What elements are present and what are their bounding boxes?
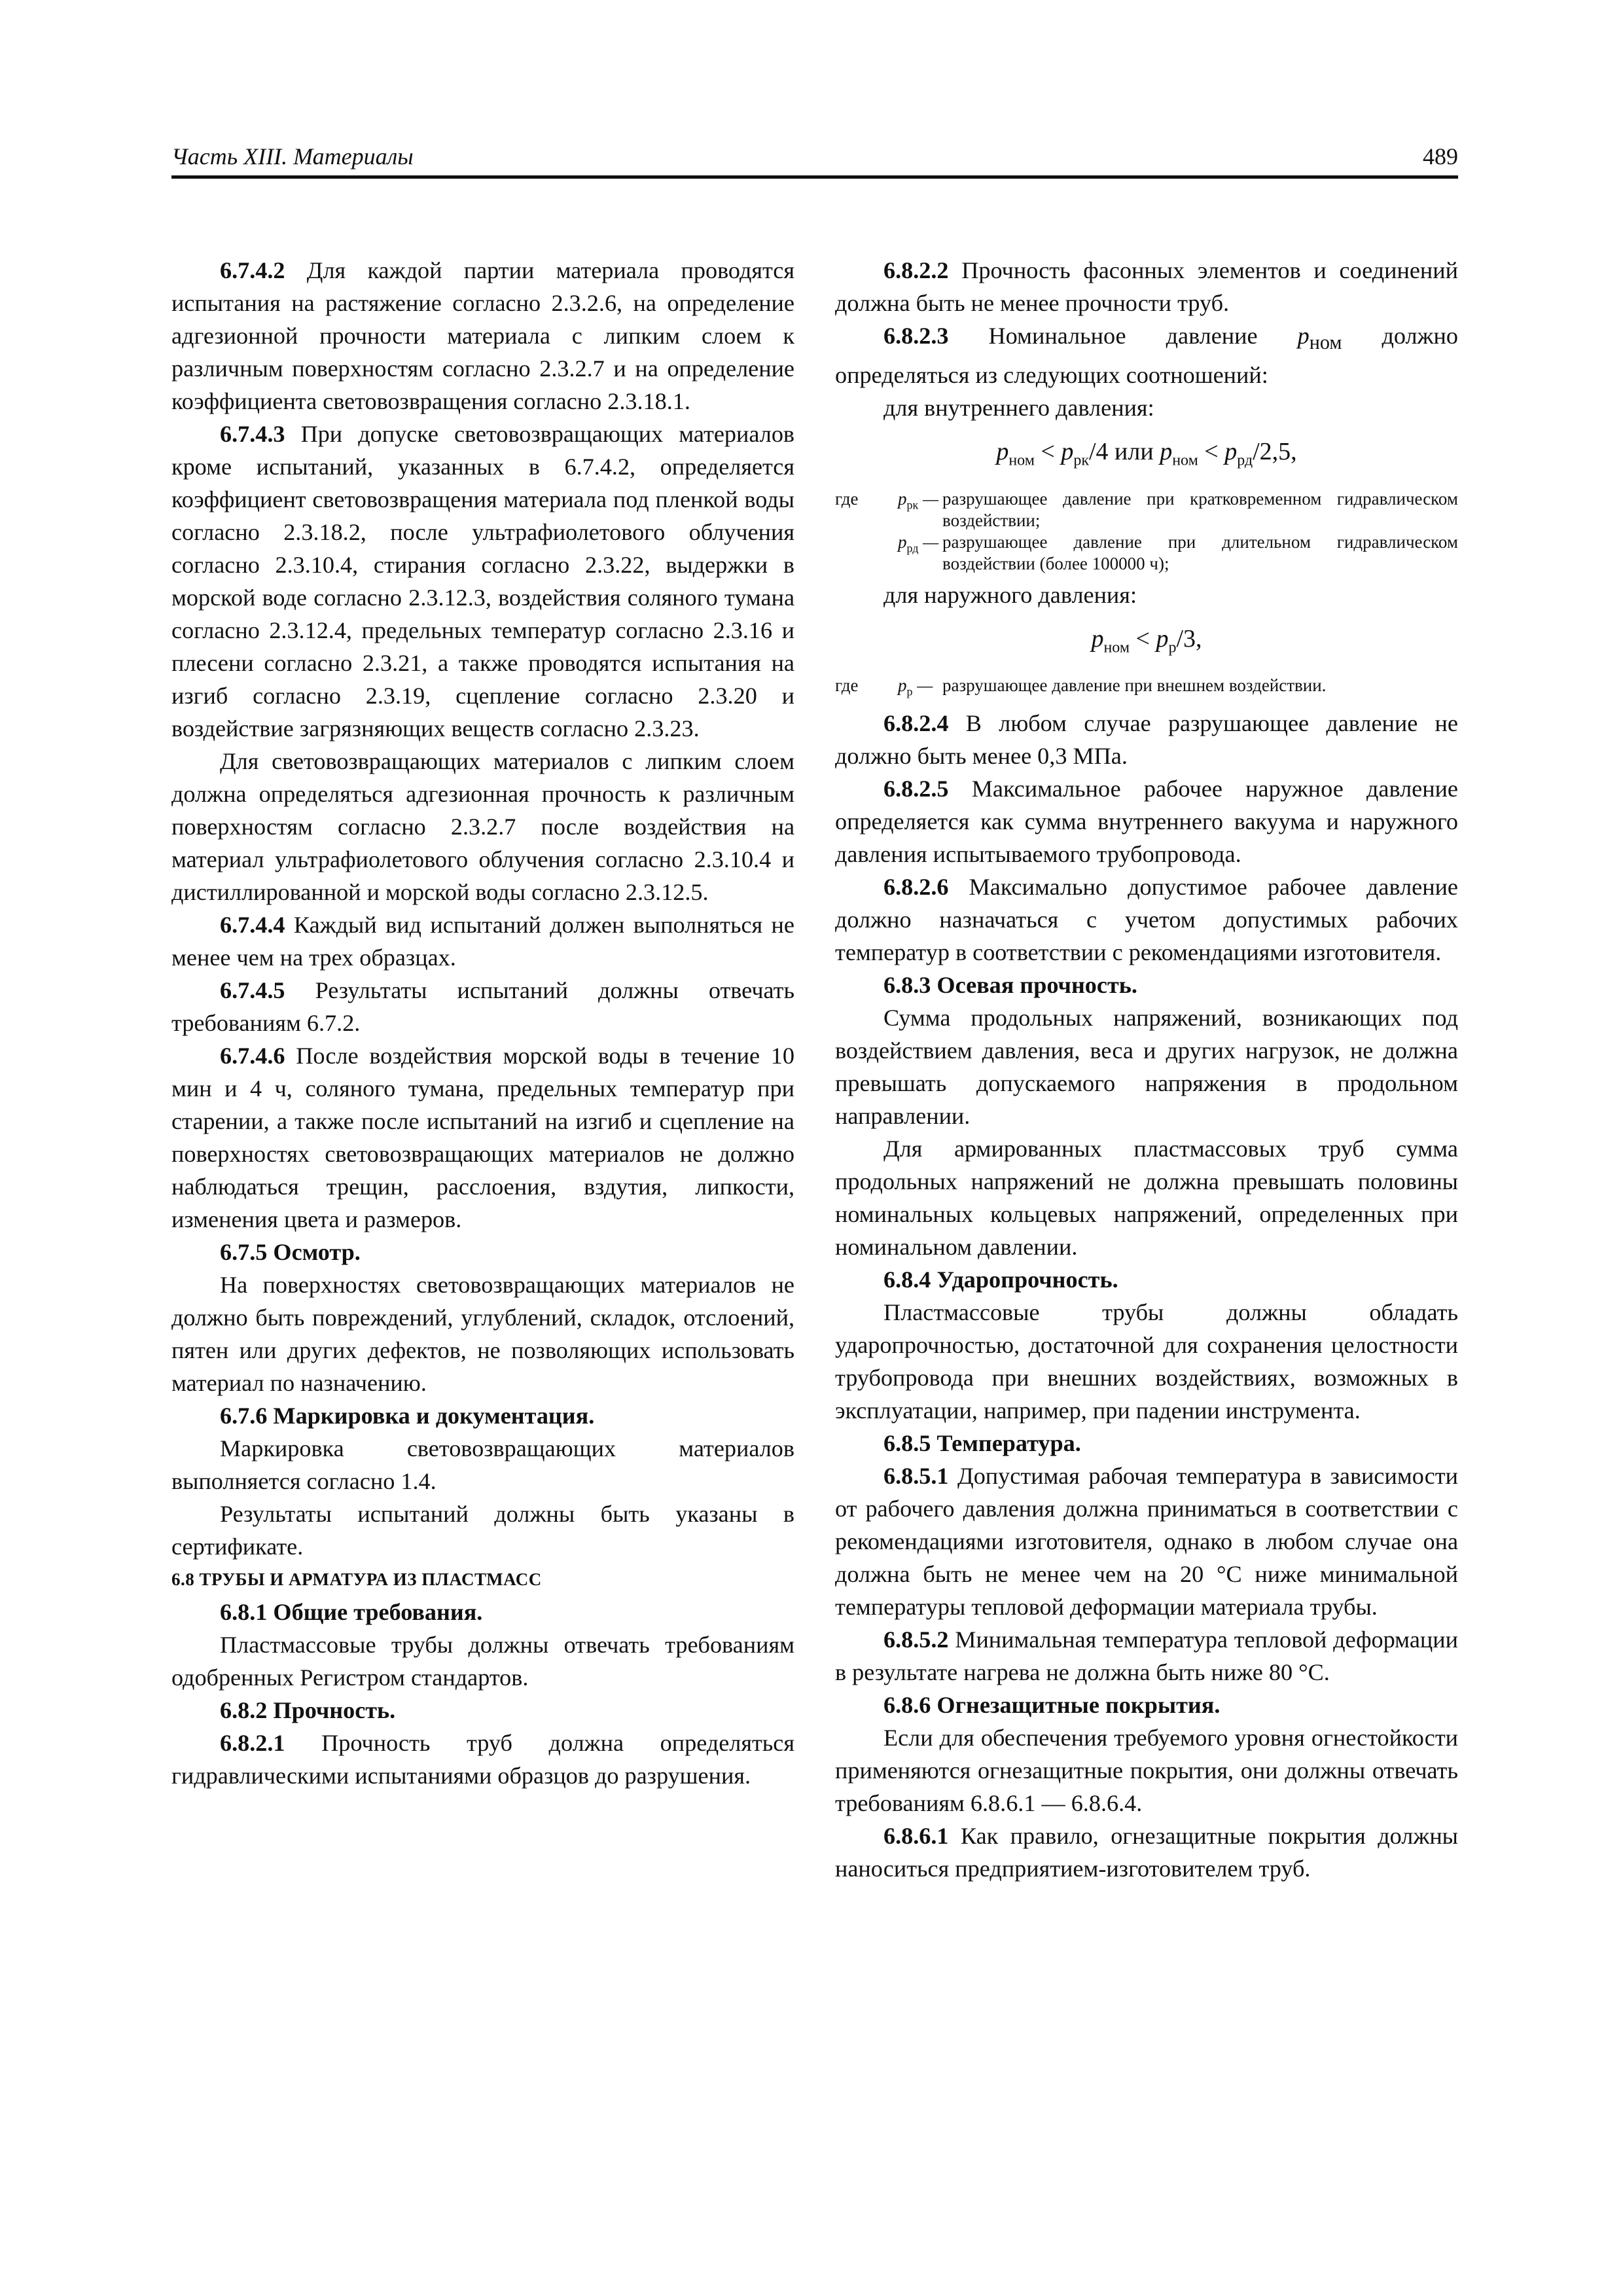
paragraph-6-8-6-1: 6.8.6.1 Как правило, огнезащитные покрытия должны наноситься предприятием-изготовителем труб. <box>835 1822 1458 1882</box>
heading-6-8-4: 6.8.4 Ударопрочность. <box>883 1266 1118 1293</box>
heading-6-8-6: 6.8.6 Огнезащитные покрытия. <box>883 1691 1221 1718</box>
left-column <box>171 254 794 1792</box>
paragraph-6-8-2-6: 6.8.2.6 Максимально допустимое рабочее давление должно назначаться с учетом допустимых рабочих температур в соответствии с рекомендациями изготовителя. <box>835 873 1458 965</box>
paragraph: Если для обеспечения требуемого уровня огнестойкости применяются огнезащитные покрытия, они должны отвечать требованиям 6.8.6.1 — 6.8.6.4. <box>835 1724 1458 1816</box>
paragraph: Результаты испытаний должны быть указаны в сертификате. <box>171 1501 794 1560</box>
paragraph-6-8-2-3: 6.8.2.3 Номинальное давление $p_{ном}$ должно определяться из следующих соотношений: <box>835 323 1458 389</box>
formula-definitions-internal: где $p_{рк}$ — разрушающее давление при кратковременном гидравлическом воздействии; $p_{рд}$ — разрушающее давление при длительном гидравлическом воздействии (более 100000 ч); <box>835 488 1458 573</box>
page-number: 489 <box>1423 143 1458 170</box>
page-header <box>171 143 1458 177</box>
heading-6-8-1: 6.8.1 Общие требования. <box>220 1599 483 1625</box>
heading-6-7-6: 6.7.6 Маркировка и документация. <box>220 1403 595 1429</box>
section-title: 6.8 ТРУБЫ И АРМАТУРА ИЗ ПЛАСТМАСС <box>171 1570 542 1589</box>
paragraph: Для армированных пластмассовых труб сумма продольных напряжений не должна превышать половины номинальных кольцевых напряжений, определенных при номинальном давлении. <box>835 1135 1458 1260</box>
paragraph-6-8-2-5: 6.8.2.5 Максимальное рабочее наружное давление определяется как сумма внутреннего вакуума и наружного давления испытываемого трубопровода. <box>835 775 1458 867</box>
heading-6-8-5: 6.8.5 Температура. <box>883 1429 1081 1456</box>
paragraph: Маркировка световозвращающих материалов выполняется согласно 1.4. <box>171 1435 794 1494</box>
paragraph-6-7-4-5: 6.7.4.5 Результаты испытаний должны отвечать требованиям 6.7.2. <box>171 977 794 1036</box>
paragraph-6-8-5-1: 6.8.5.1 Допустимая рабочая температура в зависимости от рабочего давления должна приниматься в соответствии с рекомендациями изготовителя, однако в любом случае она должна быть не менее чем на 20 °С ниже минимальной температуры тепловой деформации материала трубы. <box>835 1462 1458 1620</box>
paragraph: На поверхностях световозвращающих материалов не должно быть повреждений, углублений, складок, отслоений, пятен или других дефектов, не позволяющих использовать материал по назначению. <box>171 1272 794 1396</box>
paragraph: Пластмассовые трубы должны отвечать требованиям одобренных Регистром стандартов. <box>171 1632 794 1691</box>
running-title: Часть XIII. Материалы <box>171 143 414 170</box>
paragraph-6-8-2-1: 6.8.2.1 Прочность труб должна определяться гидравлическими испытаниями образцов до разрушения. <box>171 1730 794 1789</box>
paragraph-6-8-2-2: 6.8.2.2 Прочность фасонных элементов и соединений должна быть не менее прочности труб. <box>835 257 1458 316</box>
internal-pressure-label: для внутреннего давления: <box>883 395 1154 422</box>
paragraph: Сумма продольных напряжений, возникающих под воздействием давления, веса и других нагрузок, не должна превышать допускаемого напряжения в продольном направлении. <box>835 1004 1458 1129</box>
heading-6-8-2: 6.8.2 Прочность. <box>220 1697 396 1723</box>
header-rule <box>171 175 1458 179</box>
right-column <box>835 254 1458 1885</box>
formula-definitions-external: где $p_р$ — разрушающее давление при внешнем воздействии. <box>835 675 1327 698</box>
heading-6-7-5: 6.7.5 Осмотр. <box>220 1239 361 1265</box>
paragraph: Для световозвращающих материалов с липким слоем должна определяться адгезионная прочность к различным поверхностям согласно 2.3.2.7 после воздействия на материал ультрафиолетового облучения согласно 2.3.10.4 и дистиллированной и морской воды согласно 2.3.12.5. <box>171 748 794 905</box>
formula-internal: $p_{ном} < p_{рк}/4$ или $p_{ном} < p_{рд}/2,5$, <box>996 438 1297 469</box>
formula-external: $p_{ном} < p_р/3$, <box>1091 624 1202 656</box>
paragraph-6-7-4-4: 6.7.4.4 Каждый вид испытаний должен выполняться не менее чем на трех образцах. <box>171 912 794 971</box>
paragraph-6-7-4-6: 6.7.4.6 После воздействия морской воды в течение 10 мин и 4 ч, соляного тумана, предельных температур при старении, а также после испытаний на изгиб и сцепление на поверхностях световозвращающих материалов не должно наблюдаться трещин, расслоения, вздутия, липкости, изменения цвета и размеров. <box>171 1043 794 1232</box>
paragraph-6-7-4-3: 6.7.4.3 При допуске световозвращающих материалов кроме испытаний, указанных в 6.7.4.2, определяется коэффициент световозвращения материала под пленкой воды согласно 2.3.18.2, после ультрафиолетового облучения согласно 2.3.10.4, стирания согласно 2.3.22, выдержки в морской воде согласно 2.3.12.3, воздействия соляного тумана согласно 2.3.12.4, предельных температур согласно 2.3.16 и плесени согласно 2.3.21, а также проводятся испытания на изгиб согласно 2.3.19, сцепление согласно 2.3.20 и воздействие загрязняющих веществ согласно 2.3.23. <box>171 421 794 742</box>
external-pressure-label: для наружного давления: <box>883 581 1137 608</box>
paragraph: Пластмассовые трубы должны обладать ударопрочностью, достаточной для сохранения целостности трубопровода при внешних воздействиях, возможных в эксплуатации, например, при падении инструмента. <box>835 1299 1458 1424</box>
paragraph-6-8-5-2: 6.8.5.2 Минимальная температура тепловой деформации в результате нагрева не должна быть ниже 80 °С. <box>835 1626 1458 1685</box>
paragraph-6-7-4-2: 6.7.4.2 Для каждой партии материала проводятся испытания на растяжение согласно 2.3.2.6, на определение адгезионной прочности материала с липким слоем к различным поверхностям согласно 2.3.2.7 и на определение коэффициента световозвращения согласно 2.3.18.1. <box>171 257 794 414</box>
heading-6-8-3: 6.8.3 Осевая прочность. <box>883 971 1137 998</box>
paragraph-6-8-2-4: 6.8.2.4 В любом случае разрушающее давление не должно быть менее 0,3 МПа. <box>835 709 1458 769</box>
